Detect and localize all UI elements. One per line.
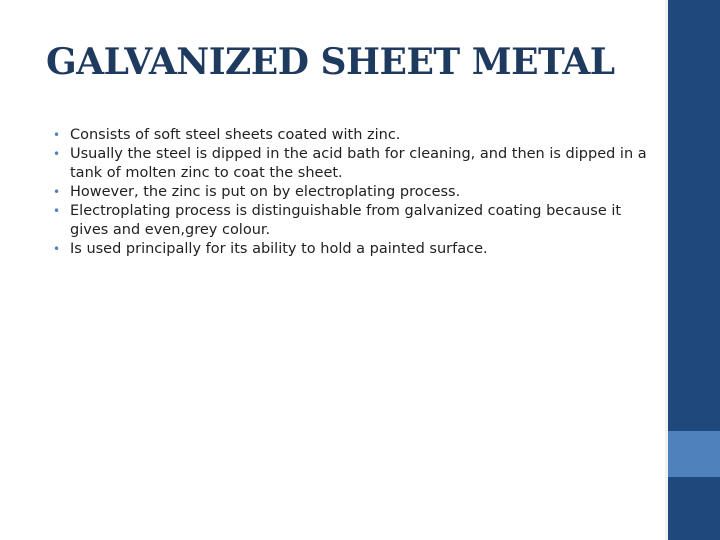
bullet-text: Consists of soft steel sheets coated with zinc. (70, 127, 401, 143)
bullet-icon: • (53, 185, 61, 199)
bullet-text: Is used principally for its ability to hold a painted surface. (70, 241, 488, 257)
bullet-item (53, 145, 653, 183)
bullet-icon: • (53, 204, 61, 218)
bullet-icon: • (53, 147, 61, 161)
bullet-item (53, 183, 653, 202)
bullet-list (53, 126, 653, 259)
bullet-icon: • (53, 128, 61, 142)
slide-title: GALVANIZED SHEET METAL (46, 41, 615, 83)
bullet-text: Usually the steel is dipped in the acid bath for cleaning, and then is dipped in a tank of molten zinc to coat the sheet. (70, 146, 647, 181)
bullet-text: However, the zinc is put on by electroplating process. (70, 184, 461, 200)
bullet-item (53, 202, 653, 240)
side-accent-decoration (668, 431, 720, 477)
bullet-text: Electroplating process is distinguishable from galvanized coating because it gives and even,grey colour. (70, 203, 622, 238)
bullet-icon: • (53, 242, 61, 256)
bullet-item (53, 126, 653, 145)
bullet-item (53, 240, 653, 259)
